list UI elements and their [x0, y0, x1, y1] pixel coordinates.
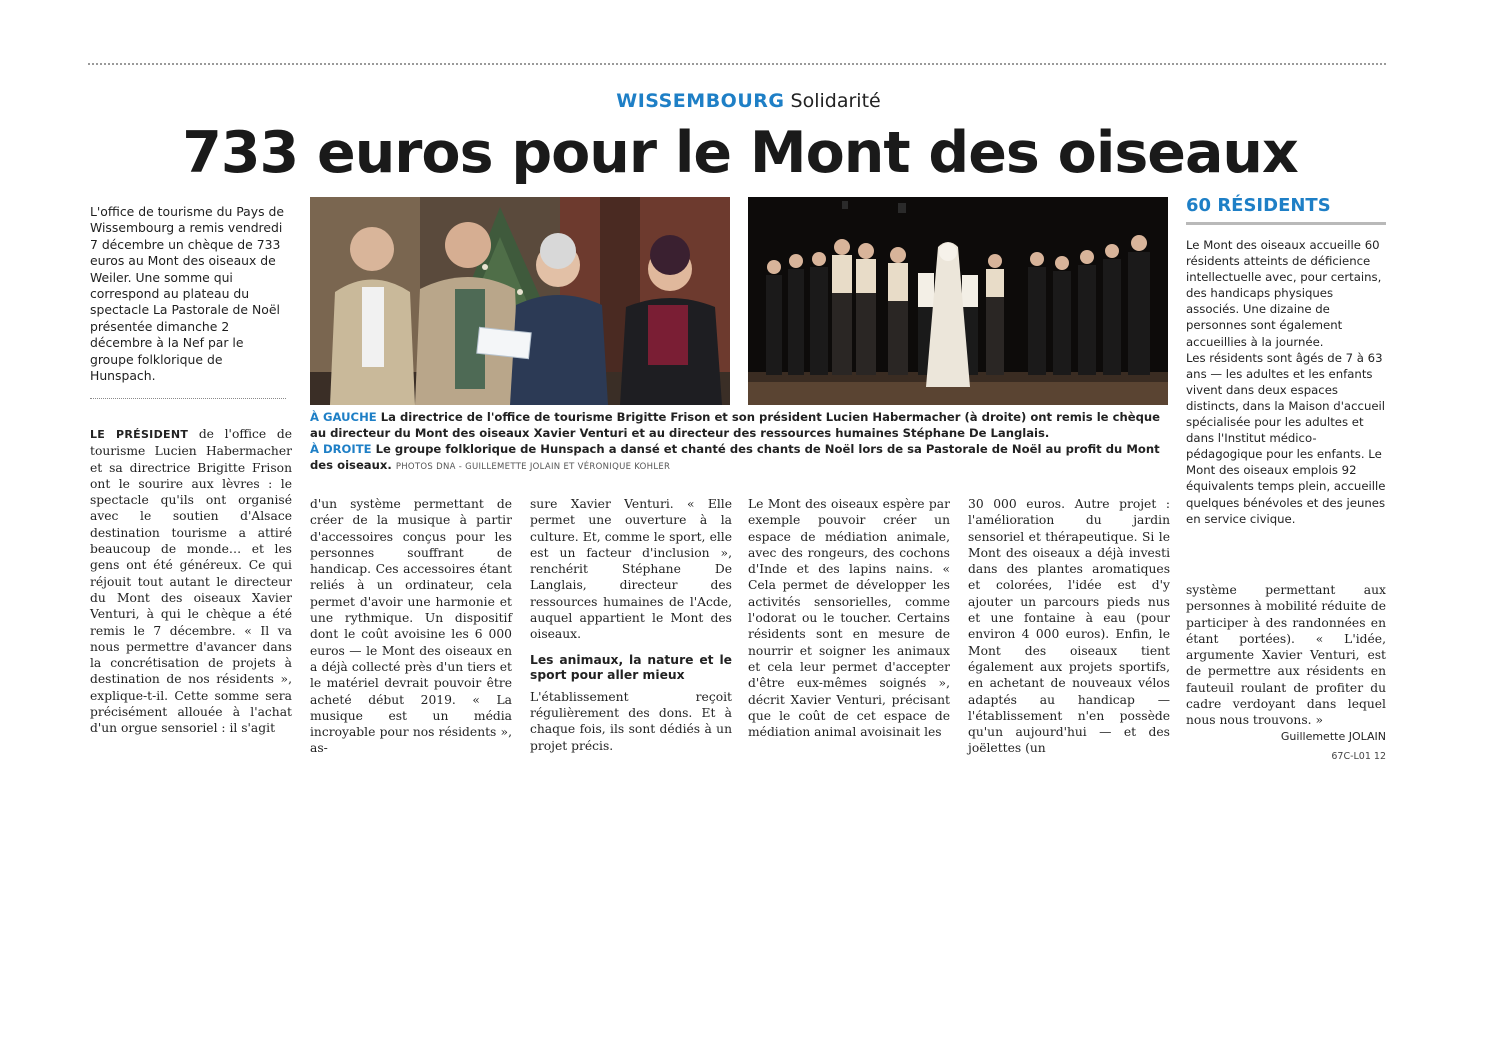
chapo-dotted-rule	[90, 398, 286, 399]
article-chapo: L'office de tourisme du Pays de Wissembourg a remis vendredi 7 décembre un chèque de 733 euros au Mont des oiseaux de Weiler. Une somme qui correspond au plateau du spectacle La Pastorale de Noël présentée dimanche 2 décembre à la Nef par le groupe folklorique de Hunspach.	[90, 204, 284, 384]
column-3-text-continued: L'établissement reçoit régulièrement des dons. Et à chaque fois, ils sont dédiés à un projet précis.	[530, 689, 732, 753]
author-signature: Guillemette JOLAIN	[1280, 729, 1386, 743]
article-column-5	[968, 496, 1170, 757]
caption-left-text: La directrice de l'office de tourisme Brigitte Frison et son président Lucien Habermacher (à droite) ont remis le chèque au directeur du Mont des oiseaux Xavier Venturi et au directeur des ressources humaines Stéphane De Langlais.	[310, 410, 1160, 440]
photo-caption	[310, 409, 1168, 475]
column-6-text: système permettant aux personnes à mobilité réduite de participer à des randonnées en étant portées). « L'idée, argumente Xavier Venturi, est de permettre aux résidents en fauteuil roulant de profiter du cadre verdoyant dans lequel nous nous trouvons. »	[1186, 583, 1386, 728]
photo-folk-group-stage	[748, 197, 1168, 405]
sidebar-paragraph-2: Les résidents sont âgés de 7 à 63 ans — les adultes et les enfants vivent dans deux espaces distincts, dans la Maison d'accueil spécialisée pour les adultes et dans l'Institut médico-pédagogique pour les enfants. Le Mont des oiseaux emplois 92 équivalents temps plein, accueille quelques bénévoles et des jeunes en service civique.	[1186, 350, 1386, 526]
top-dotted-rule	[88, 63, 1386, 65]
sidebar-box	[1186, 237, 1386, 527]
kicker-place: WISSEMBOURG	[616, 90, 785, 112]
photo-cheque-handover	[310, 197, 730, 405]
sidebar-paragraph-1: Le Mont des oiseaux accueille 60 résidents atteints de déficience intellectuelle avec, pour certains, des handicaps physiques associés. Une dizaine de personnes sont également accueillies à la journée.	[1186, 238, 1382, 349]
caption-left-label: À GAUCHE	[310, 410, 377, 424]
photo-credit: PHOTOS DNA - GUILLEMETTE JOLAIN ET VÉRONIQUE KOHLER	[395, 462, 671, 472]
sidebar-rule	[1186, 222, 1386, 225]
column-3-text: sure Xavier Venturi. « Elle permet une ouverture à la culture. Et, comme le sport, elle est un facteur d'inclusion », renchérit Stéphane De Langlais, directeur des ressources humaines de l'Acde, auquel appartient le Mont des oiseaux.	[530, 497, 732, 642]
section-kicker	[0, 90, 1497, 112]
article-column-6	[1186, 582, 1386, 745]
column-2-text: d'un système permettant de créer de la musique à partir d'accessoires conçus pour les personnes souffrant de handicap. Ces accessoires étant reliés à un ordinateur, cela permet d'avoir une harmonie et une rythmique. Un dispositif dont le coût avoisine les 6 000 euros — le Mont des oiseaux en a déjà collecté près d'un tiers et le matériel devrait pouvoir être acheté début 2019. « La musique est un média incroyable pour nos résidents », as-	[310, 497, 512, 756]
kicker-topic: Solidarité	[790, 90, 881, 112]
article-column-2	[310, 496, 512, 757]
column-5-text: 30 000 euros. Autre projet : l'amélioration du jardin sensoriel et thérapeutique. Si le Mont des oiseaux a déjà investi dans des plantes aromatiques et colorées, l'idée est d'y ajouter un parcours pieds nus et une fontaine à eau (pour environ 4 000 euros). Enfin, le Mont des oiseaux tient également aux projets sportifs, en achetant de nouveaux vélos adaptés au handicap — l'établissement n'en possède qu'un aujourd'hui — et des joëlettes (un	[968, 497, 1170, 756]
article-column-4	[748, 496, 950, 740]
lead-word: LE PRÉSIDENT	[90, 428, 189, 441]
column-1-text: de l'office de tourisme Lucien Habermacher et sa directrice Brigitte Frison ont le sourire aux lèvres : le spectacle qu'ils ont organisé avec le soutien d'Alsace destination tourisme a attiré beaucoup de monde… et les gens ont été généreux. Ce qui réjouit tout autant le directeur du Mont des oiseaux Xavier Venturi, à qui le chèque a été remis le 7 décembre. « Il va nous permettre d'avancer dans la concrétisation de projets à destination de nos résidents », explique-t-il. Cette somme sera précisément allouée à l'achat d'un orgue sensoriel : il s'agit	[90, 427, 292, 736]
caption-right-label: À DROITE	[310, 442, 372, 456]
caption-right-text: Le groupe folklorique de Hunspach a dansé et chanté des chants de Noël lors de sa Pastorale de Noël au profit du Mont des oiseaux.	[310, 442, 1160, 472]
article-column-3	[530, 496, 732, 754]
column-4-text: Le Mont des oiseaux espère par exemple pouvoir créer un espace de médiation animale, avec des rongeurs, des cochons d'Inde et des lapins nains. « Cela permet de développer les activités sensorielles, comme l'odorat ou le toucher. Certains résidents sont en mesure de nourrir et soigner les animaux et cela leur permet d'accepter d'être eux-mêmes soignés », décrit Xavier Venturi, précisant que le coût de cet espace de médiation animal avoisinait les	[748, 497, 950, 740]
article-headline: 733 euros pour le Mont des oiseaux	[182, 120, 1298, 186]
intertitle: Les animaux, la nature et le sport pour aller mieux	[530, 652, 732, 682]
page-folio: 67C-L01 12	[1331, 751, 1386, 762]
article-column-1	[90, 426, 292, 737]
sidebar-title: 60 RÉSIDENTS	[1186, 195, 1331, 216]
